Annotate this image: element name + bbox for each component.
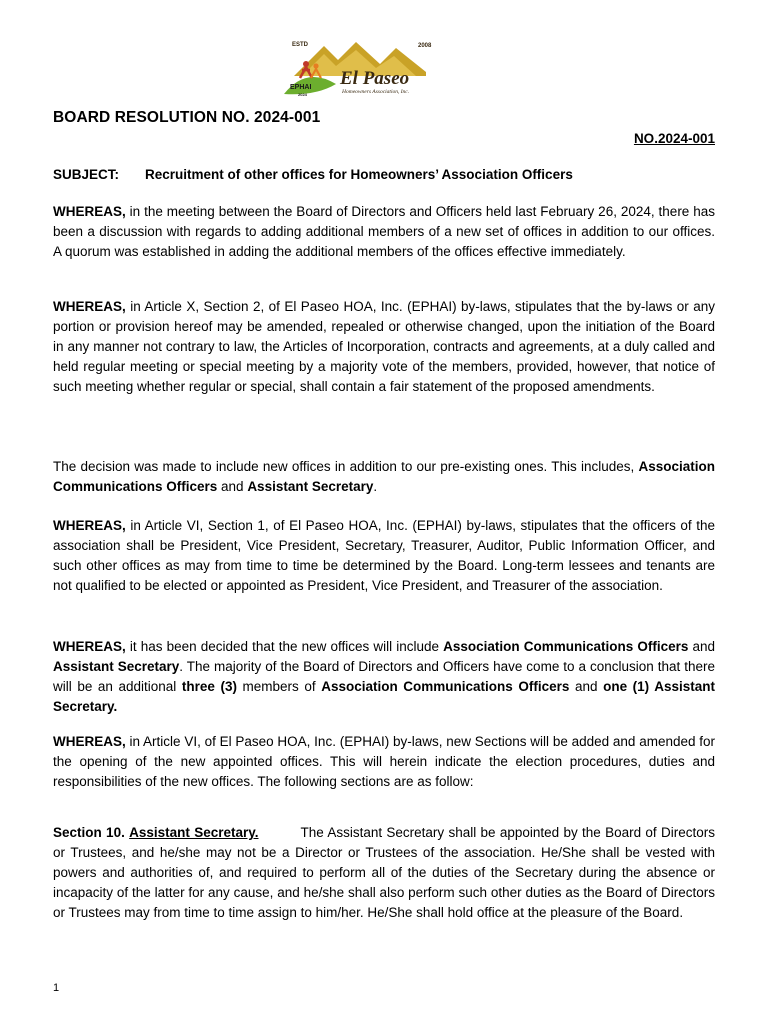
- paragraph-text: and: [688, 639, 715, 654]
- paragraph-text: The Assistant Secretary shall be appointed by the Board of Directors or Trustees, and he/she may not be a Director or Trustees of the association. He/She shall be vested with powers and authorities of, and required to perform all of the duties of the Secretary during the absence or incapacity of the latter for any cause, and he/she shall also perform such other duties as the Board of Directors or Trustees may from time to time assign to him/her. He/She shall hold office at the pleasure of the Board.: [53, 825, 715, 920]
- resolution-title: BOARD RESOLUTION NO. 2024-001: [53, 109, 321, 126]
- logo-name: El Paseo: [340, 68, 410, 89]
- paragraph-text: members of: [236, 679, 322, 694]
- section-heading: Assistant Secretary.: [129, 825, 259, 840]
- whereas-paragraph-3: [53, 516, 715, 596]
- whereas-lead: WHEREAS,: [53, 518, 126, 533]
- paragraph-text: in Article X, Section 2, of El Paseo HOA, Inc. (EPHAI) by-laws, stipulates that the by-laws or any portion or provision hereof may be amended, repealed or otherwise changed, upon the initiation of the Board in any manner not contrary to law, the Articles of Incorporation, contracts and agreements, at a duly called and held regular meeting or special meeting by a majority vote of the members, provided, however, that notice of such meeting whether regular or special, shall contain a fair statement of the proposed amendments.: [53, 299, 715, 394]
- whereas-paragraph-5: [53, 732, 715, 792]
- logo-acronym: EPHAI: [290, 84, 312, 91]
- logo-year-badge: 2024: [298, 92, 307, 97]
- paragraph-text: it has been decided that the new offices will include: [125, 639, 444, 654]
- paragraph-text: The decision was made to include new offices in addition to our pre-existing ones. This includes,: [53, 459, 639, 474]
- logo-estd: ESTD: [292, 42, 309, 48]
- page-number: 1: [53, 982, 60, 994]
- whereas-lead: WHEREAS,: [53, 639, 126, 654]
- office-name: Association Communications Officers: [321, 679, 570, 694]
- reference-number: NO.2024-001: [633, 131, 715, 146]
- el-paseo-logo-graphic: [276, 36, 456, 100]
- whereas-lead: WHEREAS,: [53, 299, 126, 314]
- section-number: Section 10.: [53, 825, 125, 840]
- office-name: Association Communications Officers: [443, 639, 689, 654]
- paragraph-text: in Article VI, of El Paseo HOA, Inc. (EPHAI) by-laws, new Sections will be added and amended for the opening of the new appointed offices. This will herein indicate the election procedures, duties and responsibilities of the new offices. The following sections are as follow:: [53, 734, 715, 789]
- office-name: Assistant Secretary: [247, 479, 374, 494]
- paragraph-text: in the meeting between the Board of Directors and Officers held last February 26, 2024, there has been a discussion with regards to adding additional members of a new set of offices in addition to our offices. A quorum was established in adding the additional members of the offices effective immediately.: [53, 204, 715, 259]
- member-count: three (3): [181, 679, 237, 694]
- office-name: one (1) Assistant Secretary.: [53, 679, 715, 714]
- paragraph-text: and: [217, 479, 248, 494]
- paragraph-text: in Article VI, Section 1, of El Paseo HOA, Inc. (EPHAI) by-laws, stipulates that the officers of the association shall be President, Vice President, Secretary, Treasurer, Auditor, Public Information Officer, and such other offices as may from time to time be determined by the Board. Long-term lessees and tenants are not qualified to be elected or appointed as President, Vice President, and Treasurer of the association.: [53, 518, 715, 593]
- subject-text: Recruitment of other offices for Homeowners’ Association Officers: [145, 167, 573, 182]
- whereas-paragraph-4: [53, 637, 715, 717]
- paragraph-text: .: [373, 479, 378, 494]
- logo-tagline: Homeowners Association, Inc.: [342, 89, 410, 95]
- paragraph-text: . The majority of the Board of Directors and Officers have come to a conclusion that there will be an additional: [53, 659, 715, 694]
- office-name: Assistant Secretary: [53, 659, 180, 674]
- logo-year: 2008: [418, 43, 432, 49]
- section-10-paragraph: [53, 823, 715, 923]
- subject-line: [53, 167, 573, 182]
- whereas-paragraph-1: [53, 202, 715, 262]
- whereas-lead: WHEREAS,: [53, 204, 126, 219]
- subject-label: SUBJECT:: [53, 167, 120, 182]
- office-name: Association Communications Officers: [53, 459, 715, 494]
- paragraph-text: and: [569, 679, 604, 694]
- whereas-paragraph-2: [53, 297, 715, 397]
- whereas-lead: WHEREAS,: [53, 734, 126, 749]
- el-paseo-logo: [276, 36, 456, 100]
- decision-paragraph: [53, 457, 715, 497]
